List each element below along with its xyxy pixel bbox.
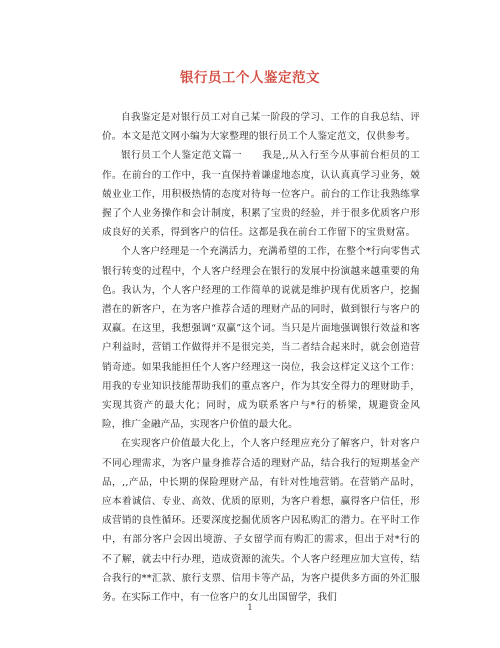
paragraph-sample-one: 银行员工个人鉴定范文篇一 我是,,从入行至今从事前台柜员的工作。在前台的工作中，我一直保持着谦虚地态度，认认真真学习业务，兢兢业业工作，用积极热情的态度对待每一位客户。前台的工作让我熟练掌握了个人业务操作和会计制度，积累了宝贵的经验，并于很多优质客户形成良好的关系，得到客户的信任。这都是我在前台工作留下的宝贵财富。: [102, 150, 420, 239]
document-title: 银行员工个人鉴定范文: [180, 70, 320, 86]
paragraph-customer-value: 在实现客户价值最大化上，个人客户经理应充分了解客户，针对客户不同心理需求，为客户量身推荐合适的理财产品，结合我行的短期基金产品，,,产品，中长期的保险理财产品，有针对性地营销。在营销产品时，应本着诚信、专业、高效、优质的原则，为客户着想，赢得客户信任，形成营销的良性循环。还要深度挖掘优质客户因私购汇的潜力。在平时工作中，有部分客户会因出境游、子女留学而有购汇的需求，但出于对*行的不了解，就去中行办理，造成资源的流失。个人客户经理应加大宣传，结合我行的**汇款、旅行支票、信用卡等产品，为客户提供多方面的外汇服务。在实际工作中，有一位客户的女儿出国留学，我们: [102, 438, 420, 604]
page-number: 1: [247, 603, 253, 612]
paragraph-customer-manager: 个人客户经理是一个充满活力，充满希望的工作，在整个*行向零售式银行转变的过程中，个人客户经理会在银行的发展中扮演越来越重要的角色。我认为，个人客户经理的工作简单的说就是维护现有优质客户，挖掘潜在的新客户，在为客户推荐合适的理财产品的同时，做到银行与客户的双赢。在这里，我想强调“双赢”这个词。当只是片面地强调银行效益和客户利益时，营销工作做得并不是很完美，当二者结合起来时，就会创造营销奇迹。如果我能担任个人客户经理这一岗位，我会这样定义这个工作：用我的专业知识技能帮助我们的重点客户，作为其安全得力的理财助手，实现其资产的最大化；同时，成为联系客户与*行的桥梁，规避资金风险，推广金融产品，实现客户价值的最大化。: [102, 246, 420, 431]
document-body: [102, 108, 420, 607]
paragraph-intro: 自我鉴定是对银行员工对自己某一阶段的学习、工作的自我总结、评价。本文是范文网小编为大家整理的银行员工个人鉴定范文，仅供参考。: [102, 112, 420, 143]
